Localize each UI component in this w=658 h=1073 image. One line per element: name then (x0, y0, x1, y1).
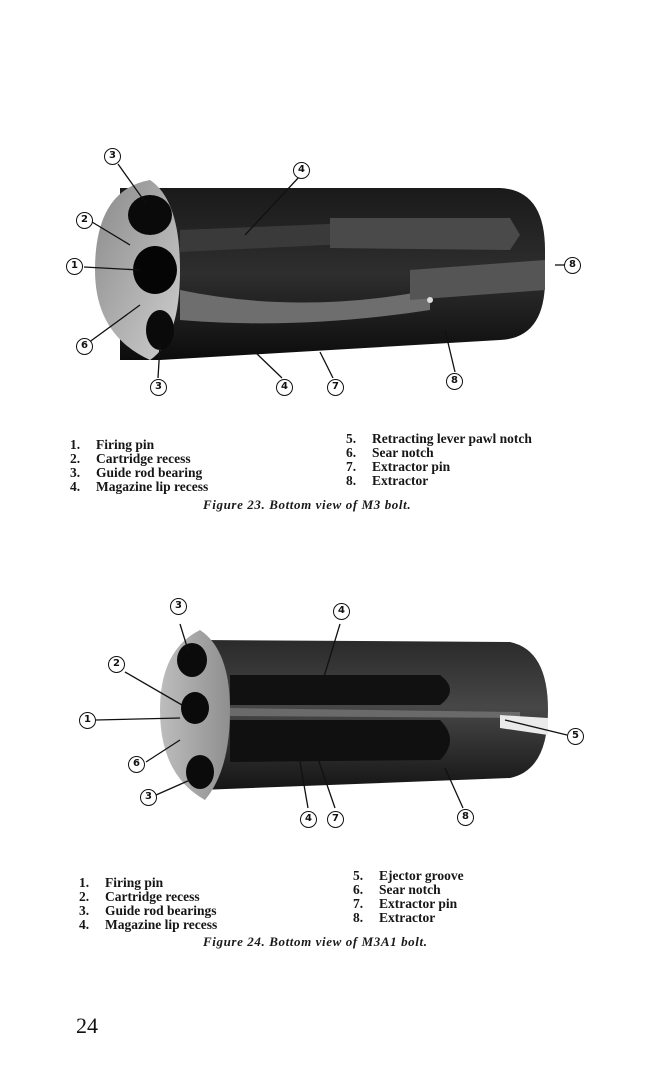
legend-item: 8. Extractor (346, 473, 429, 488)
figure-23-photo (0, 140, 658, 410)
legend-item: 7. Extractor pin (346, 459, 451, 474)
page-number: 24 (76, 1013, 98, 1038)
legend-item: 2. Cartridge recess (79, 889, 200, 904)
figure-24-caption: Figure 24. Bottom view of M3A1 bolt. (203, 934, 428, 949)
fig23-callout: 8 (564, 257, 581, 274)
fig23-callout: 3 (150, 379, 167, 396)
figure-24-legend-left (79, 876, 217, 932)
fig23-callout: 1 (66, 258, 83, 275)
legend-item: 4. Magazine lip recess (70, 479, 209, 494)
figure-23-legend-right (346, 432, 532, 488)
fig24-callout: 4 (333, 603, 350, 620)
legend-item: 5. Retracting lever pawl notch (346, 431, 532, 446)
fig24-callout: 1 (79, 712, 96, 729)
fig24-callout: 8 (457, 809, 474, 826)
fig23-callout: 3 (104, 148, 121, 165)
legend-item: 3. Guide rod bearings (79, 903, 217, 918)
legend-item: 6. Sear notch (353, 882, 441, 897)
fig23-callout: 2 (76, 212, 93, 229)
fig23-callout: 4 (276, 379, 293, 396)
fig24-callout: 3 (140, 789, 157, 806)
fig24-callout: 4 (300, 811, 317, 828)
fig24-callout: 3 (170, 598, 187, 615)
legend-item: 8. Extractor (353, 910, 436, 925)
legend-item: 1. Firing pin (79, 875, 164, 890)
legend-item: 1. Firing pin (70, 437, 155, 452)
legend-item: 5. Ejector groove (353, 868, 464, 883)
legend-item: 6. Sear notch (346, 445, 434, 460)
legend-item: 4. Magazine lip recess (79, 917, 218, 932)
fig23-callout: 7 (327, 379, 344, 396)
fig23-callout: 8 (446, 373, 463, 390)
figure-23-caption: Figure 23. Bottom view of M3 bolt. (203, 497, 412, 512)
fig24-callout: 5 (567, 728, 584, 745)
fig24-callout: 6 (128, 756, 145, 773)
fig24-callout: 2 (108, 656, 125, 673)
legend-item: 7. Extractor pin (353, 896, 458, 911)
fig23-callout: 4 (293, 162, 310, 179)
figure-24-legend-right (353, 869, 464, 925)
fig23-callout: 6 (76, 338, 93, 355)
fig24-callout: 7 (327, 811, 344, 828)
legend-item: 3. Guide rod bearing (70, 465, 203, 480)
figure-23-legend-left (70, 438, 208, 494)
figure-24-photo (0, 590, 658, 835)
legend-item: 2. Cartridge recess (70, 451, 191, 466)
